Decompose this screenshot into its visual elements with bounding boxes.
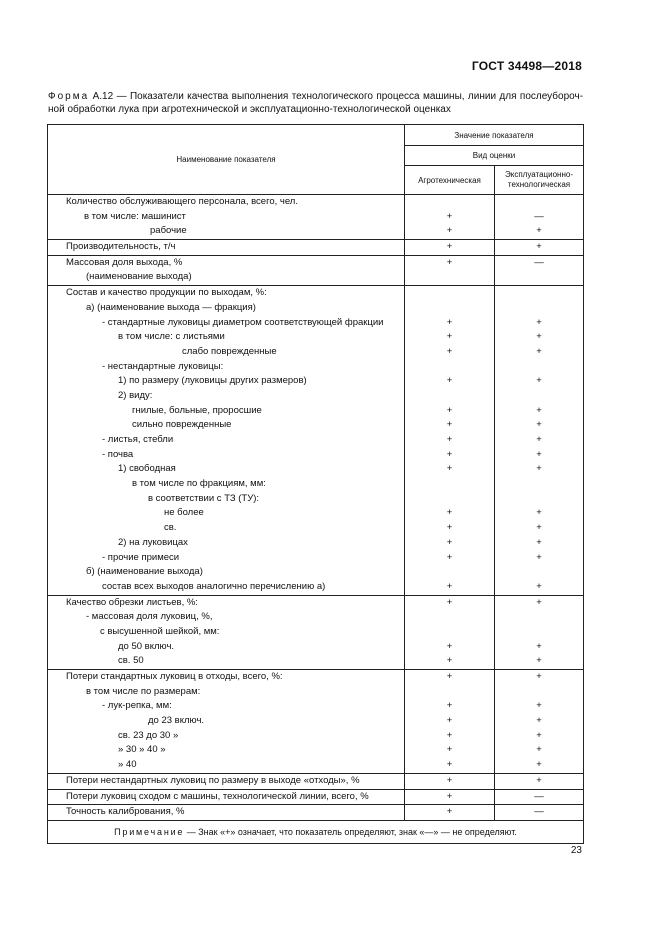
form-word: Форма [48,91,90,102]
header-operational: Эксплуатационно-технологическая [495,166,584,195]
operational-mark: + [536,463,542,475]
operational-mark: + [536,375,542,387]
indicator-name-cell [48,789,405,805]
agrotechnical-mark [405,270,494,285]
agrotechnical-mark: + [446,790,453,802]
operational-mark [495,565,583,580]
indicator-label: (наименование выхода) [86,271,192,283]
indicator-name-cell [48,195,405,240]
indicator-label: в том числе: с листьями [118,331,225,343]
form-caption [48,90,583,116]
agrotechnical-mark [405,565,494,580]
indicator-label: слабо поврежденные [182,345,277,357]
indicator-label: Потери нестандартных луковиц по размеру в выходе «отходы», % [66,774,360,786]
agrotechnical-mark: + [446,774,453,786]
indicator-label: в том числе по фракциям, мм: [132,478,266,490]
indicator-label: » 40 [118,759,137,771]
header-value: Значение показателя [405,125,584,146]
indicator-label: 2) на луковицах [118,536,188,548]
table-row [48,670,584,774]
page-number: 23 [570,845,582,856]
indicator-label: Массовая доля выхода, % [66,256,183,268]
header-indicator-name: Наименование показателя [48,125,405,195]
operational-mark [495,360,583,375]
operational-value-cell [495,773,584,789]
indicator-label: - листья, стебли [102,434,174,445]
operational-mark: + [536,419,542,431]
indicator-label: до 23 включ. [148,715,205,727]
table-row [48,240,584,256]
indicator-label: » 30 » 40 » [118,744,166,756]
indicator-label: гнилые, больные, проросшие [132,404,262,416]
indicator-label: Потери стандартных луковиц в отходы, всего, %: [66,671,283,682]
operational-mark: + [536,774,542,786]
operational-mark [495,301,583,316]
operational-mark: + [536,700,542,712]
indicator-label: а) (наименование выхода — фракция) [86,301,256,313]
agrotechnical-value-cell [405,195,495,240]
indicator-label: до 50 включ. [118,640,175,652]
indicator-name-cell [48,670,405,774]
agrotechnical-mark: + [446,331,453,343]
operational-mark: + [536,596,542,608]
agrotechnical-mark: + [446,316,453,328]
form-number: А.12 [92,91,114,102]
operational-value-cell [495,670,584,774]
indicator-name-cell [48,255,405,285]
indicator-label: сильно поврежденные [132,419,232,431]
operational-mark: + [536,671,542,682]
agrotechnical-mark: + [446,507,453,519]
operational-mark [495,610,583,625]
agrotechnical-mark: + [446,404,453,416]
indicator-label: 1) по размеру (луковицы других размеров) [118,375,307,387]
agrotechnical-mark: + [446,700,453,712]
indicator-label: - массовая доля луковиц, %, [86,611,213,623]
agrotechnical-mark [405,685,494,700]
operational-mark: + [536,759,542,771]
operational-mark: + [536,729,542,741]
agrotechnical-mark: + [446,744,453,756]
agrotechnical-mark: + [446,729,453,741]
operational-mark: + [536,225,542,237]
operational-mark: — [534,210,544,222]
operational-value-cell [495,789,584,805]
agrotechnical-mark [405,195,494,210]
operational-value-cell [495,595,584,669]
indicators-table [47,124,584,844]
operational-value-cell [495,255,584,285]
operational-mark: — [534,806,544,818]
indicator-name-cell [48,595,405,669]
agrotechnical-mark: + [446,759,453,771]
indicator-label: в том числе: машинист [84,210,186,222]
agrotechnical-value-cell [405,789,495,805]
indicator-label: - стандартные луковицы диаметром соответствующей фракции [102,316,384,328]
operational-value-cell [495,286,584,595]
form-title: — Показатели качества выполнения технологического процесса машины, линии для послеубороч-ной обработки лука при агротехнической и эксплуатационно-технологической оценках [48,91,584,115]
operational-mark: + [536,404,542,416]
note-label: Примечание [114,826,185,837]
operational-mark: — [534,256,544,268]
agrotechnical-mark: + [446,522,453,534]
operational-mark [495,270,583,285]
table-row [48,195,584,240]
agrotechnical-value-cell [405,286,495,595]
operational-value-cell [495,240,584,256]
operational-mark: + [536,241,542,253]
agrotechnical-mark: + [446,806,453,818]
operational-mark [495,195,583,210]
indicator-label: 1) свободная [118,463,176,475]
operational-mark [495,625,583,640]
indicator-label: св. [164,522,177,534]
agrotechnical-mark: + [446,715,453,727]
indicator-label: - прочие примеси [102,551,180,563]
agrotechnical-value-cell [405,773,495,789]
indicator-name-cell [48,240,405,256]
table-row [48,805,584,821]
agrotechnical-mark: + [446,419,453,431]
indicator-name-cell [48,773,405,789]
agrotechnical-mark: + [446,596,453,608]
table-row [48,773,584,789]
operational-mark: + [536,331,542,343]
operational-mark: + [536,715,542,727]
agrotechnical-value-cell [405,255,495,285]
operational-mark [495,492,583,507]
operational-mark [495,286,583,301]
note-text: — Знак «+» означает, что показатель определяют, знак «—» — не определяют. [186,826,517,837]
agrotechnical-mark [405,360,494,375]
indicator-label: - лук-репка, мм: [102,700,172,712]
indicator-label: б) (наименование выхода) [86,566,203,578]
indicator-label: 2) виду: [118,389,153,401]
document-code: ГОСТ 34498—2018 [471,59,582,73]
header-assessment-kind: Вид оценки [405,146,584,166]
operational-mark [495,685,583,700]
agrotechnical-mark: + [446,580,453,592]
indicators-table-wrapper [47,124,583,844]
agrotechnical-mark: + [446,463,453,475]
agrotechnical-mark [405,610,494,625]
agrotechnical-mark: + [446,256,453,268]
operational-mark: + [536,434,542,445]
operational-mark: + [536,345,542,357]
operational-mark: + [536,448,542,460]
operational-mark: + [536,551,542,563]
agrotechnical-mark: + [446,434,453,445]
agrotechnical-mark: + [446,375,453,387]
indicator-label: в том числе по размерам: [86,685,201,697]
agrotechnical-mark [405,492,494,507]
agrotechnical-value-cell [405,240,495,256]
agrotechnical-mark: + [446,448,453,460]
operational-mark: + [536,744,542,756]
agrotechnical-mark: + [446,640,453,652]
agrotechnical-value-cell [405,595,495,669]
agrotechnical-mark [405,625,494,640]
agrotechnical-mark: + [446,241,453,253]
indicator-label: св. 23 до 30 » [118,729,179,741]
indicator-label: - почва [102,448,134,460]
indicator-label: Точность калибрования, % [66,806,185,818]
table-row [48,595,584,669]
indicator-label: в соответствии с ТЗ (ТУ): [148,492,260,504]
agrotechnical-mark: + [446,671,453,682]
agrotechnical-value-cell [405,670,495,774]
table-row [48,286,584,595]
header-agrotechnical: Агротехническая [405,166,495,195]
table-note [48,820,584,843]
table-body [48,195,584,821]
operational-mark: — [534,790,544,802]
indicator-label: Состав и качество продукции по выходам, %: [66,287,267,299]
indicator-label: Качество обрезки листьев, %: [66,596,198,608]
operational-mark [495,477,583,492]
agrotechnical-value-cell [405,805,495,821]
operational-mark: + [536,655,542,667]
indicator-label: состав всех выходов аналогично перечислению а) [102,580,326,592]
agrotechnical-mark [405,389,494,404]
agrotechnical-mark: + [446,551,453,563]
indicator-name-cell [48,805,405,821]
table-row [48,255,584,285]
operational-mark: + [536,580,542,592]
indicator-label: с высушенной шейкой, мм: [100,625,220,637]
agrotechnical-mark: + [446,345,453,357]
agrotechnical-mark: + [446,210,453,222]
table-row [48,789,584,805]
operational-mark: + [536,522,542,534]
operational-value-cell [495,195,584,240]
indicator-label: Количество обслуживающего персонала, всего, чел. [66,196,298,207]
operational-mark: + [536,316,542,328]
operational-mark [495,389,583,404]
agrotechnical-mark: + [446,225,453,237]
agrotechnical-mark [405,286,494,301]
operational-value-cell [495,805,584,821]
agrotechnical-mark: + [446,536,453,548]
operational-mark: + [536,536,542,548]
indicator-label: Производительность, т/ч [66,241,176,253]
indicator-name-cell [48,286,405,595]
operational-mark: + [536,507,542,519]
agrotechnical-mark: + [446,655,453,667]
indicator-label: св. 50 [118,655,144,667]
agrotechnical-mark [405,477,494,492]
indicator-label: Потери луковиц сходом с машины, технологической линии, всего, % [66,790,369,802]
indicator-label: не более [164,507,204,519]
indicator-label: - нестандартные луковицы: [102,360,224,372]
agrotechnical-mark [405,301,494,316]
operational-mark: + [536,640,542,652]
indicator-label: рабочие [150,225,187,237]
